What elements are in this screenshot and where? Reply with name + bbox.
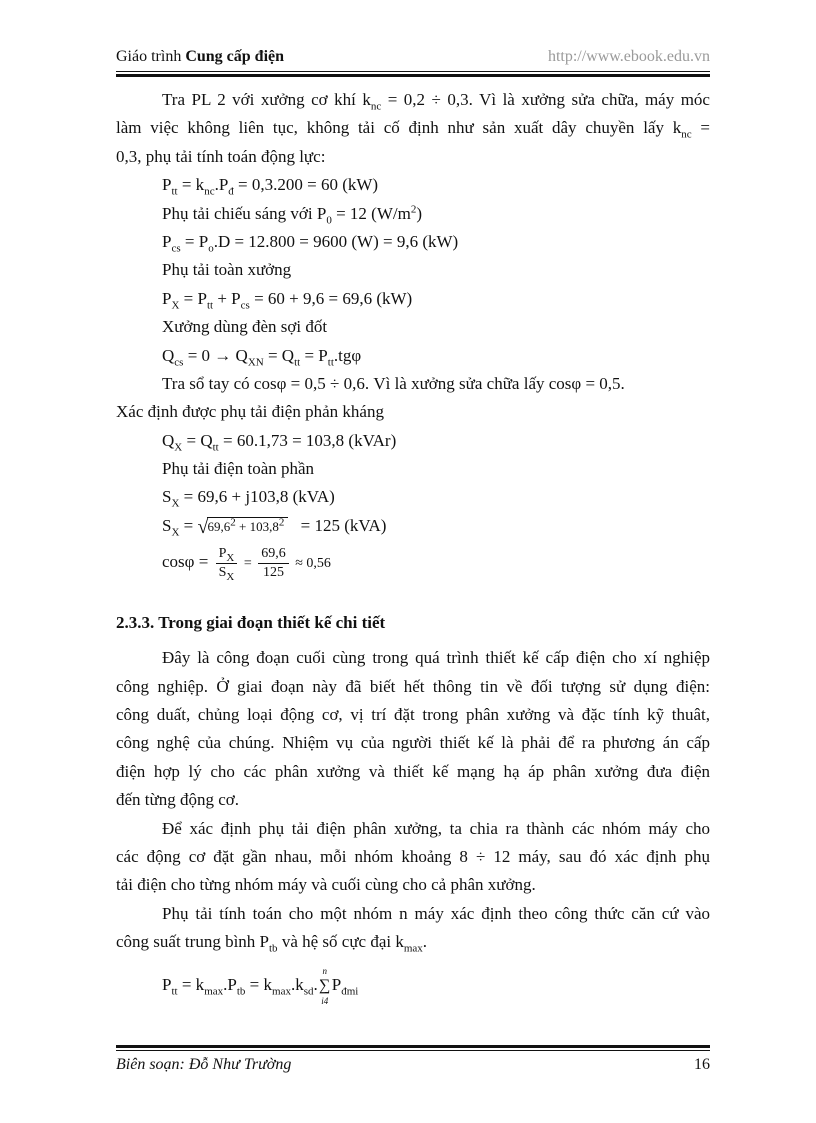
- header-book-title: Giáo trình Cung cấp điện: [116, 48, 285, 65]
- header-book-title-bold: Cung cấp điện: [185, 48, 285, 65]
- text-line: Phụ tải toàn xưởng: [162, 260, 292, 280]
- footer-rule-thin: [116, 1050, 710, 1051]
- formula-qx: $Q_X = Q_{tt} = 60.1,73 = 103,8$ (kVAr): [162, 430, 397, 454]
- footer-author: Biên soạn: Đỗ Như Trường: [116, 1056, 292, 1073]
- section-heading: 2.3.3. Trong giai đoạn thiết kế chi tiết: [116, 613, 386, 633]
- paragraph-line: tải điện cho từng nhóm máy và cuối cùng cho cả phân xưởng.: [116, 875, 536, 895]
- paragraph-line: các động cơ đặt gần nhau, mỗi nhóm khoảng 8 ÷ 12 máy, sau đó xác định phụ: [116, 846, 710, 866]
- formula-pcs: $P_{cs} = P_o.D = 12.800 = 9600$ (W) = 9,6 (kW): [162, 231, 459, 255]
- formula-ptt-group: $P_{tt} = k_{max}.P_{tb} = k_{max}.k_{sd}$. n ∑ i4 $P_{đmi}$: [162, 965, 359, 1006]
- text-line: Xưởng dùng đèn sợi đốt: [162, 317, 328, 337]
- page-content: [116, 86, 710, 1005]
- fraction-values: $\frac{69,6}{125}$: [258, 545, 289, 582]
- paragraph-line: Để xác định phụ tải điện phân xưởng, ta chia ra thành các nhóm máy cho: [162, 818, 710, 838]
- paragraph-line: công suất trung bình $P_{tb}$ và hệ số cực đại $k_{max}$.: [116, 932, 428, 955]
- paragraph-line: công nghệ của chúng. Nhiệm vụ của người thiết kế là phải để ra phương án cấp: [116, 733, 710, 753]
- paragraph-line: Tra PL 2 với xưởng cơ khí $k_{nc} = 0,2 \div 0,3$. Vì là xưởng sửa chữa, máy móc: [162, 90, 710, 113]
- paragraph-line: Đây là công đoạn cuối cùng trong quá trình thiết kế cấp điện cho xí nghiệp: [162, 648, 710, 668]
- header-rule-thick: [116, 74, 710, 77]
- formula-sx-magnitude: $S_X$ = √ $69,6^2 + 103,8^2 = 125$ (kVA): [162, 515, 387, 539]
- paragraph-line: công duất, chủng loại động cơ, vị trí đặt trong phân xưởng và đặc tính kỹ thuât,: [116, 705, 710, 725]
- header-rule-thin: [116, 71, 710, 72]
- summation-symbol: n ∑ i4: [319, 965, 331, 1006]
- header-url[interactable]: http://www.ebook.edu.vn: [547, 48, 710, 65]
- formula-lighting-load: Phụ tải chiếu sáng với $P_0 = 12$ $(W/m^2)$: [162, 202, 423, 226]
- paragraph-line: đến từng động cơ.: [116, 790, 240, 810]
- formula-sx-complex: $S_X = 69,6 + j103,8$ (kVA): [162, 487, 335, 510]
- footer-rule-thick: [116, 1045, 710, 1048]
- text-line: Tra sổ tay có cosφ = 0,5 ÷ 0,6. Vì là xưởng sửa chữa lấy cosφ = 0,5.: [162, 373, 625, 393]
- text-line: Phụ tải điện toàn phần: [162, 459, 315, 479]
- square-root: √ $69,6^2 + 103,8^2$: [198, 517, 289, 536]
- paragraph-line: công nghiệp. Ở giai đoạn này đã biết hết thông tin về đối tượng sử dụng điện:: [116, 676, 710, 696]
- fraction-px-sx: $\frac{P_X}{S_X}$: [216, 545, 238, 582]
- paragraph-line: Phụ tải tính toán cho một nhóm n máy xác định theo công thức căn cứ vào: [162, 903, 710, 923]
- formula-ptt: $P_{tt} = k_{nc}.P_đ = 0,3.200 = 60$ (kW): [162, 175, 379, 198]
- formula-qcs: $Q_{cs} = 0 \to Q_{XN} = Q_{tt} = P_{tt}.tg\varphi$: [162, 345, 362, 368]
- paragraph-line: điện hợp lý cho các phân xưởng và thiết kế mạng hạ áp phân xưởng đưa điện: [116, 761, 710, 781]
- paragraph-line: 0,3, phụ tải tính toán động lực:: [116, 146, 326, 166]
- page-number: 16: [694, 1056, 710, 1073]
- formula-px: $P_X = P_{tt} + P_{cs} = 60 + 9,6 = 69,6$ (kW): [162, 288, 413, 312]
- paragraph-line: làm việc không liên tục, không tải cố định như sản xuất dây chuyền lấy $k_{nc}$ =: [116, 118, 710, 141]
- text-line: Xác định được phụ tải điện phản kháng: [116, 402, 384, 422]
- page-header: [116, 48, 710, 70]
- formula-cosphi: cosφ = $\frac{P_X}{S_X}$ = $\frac{69,6}{125}$ ≈ 0,56: [162, 545, 331, 583]
